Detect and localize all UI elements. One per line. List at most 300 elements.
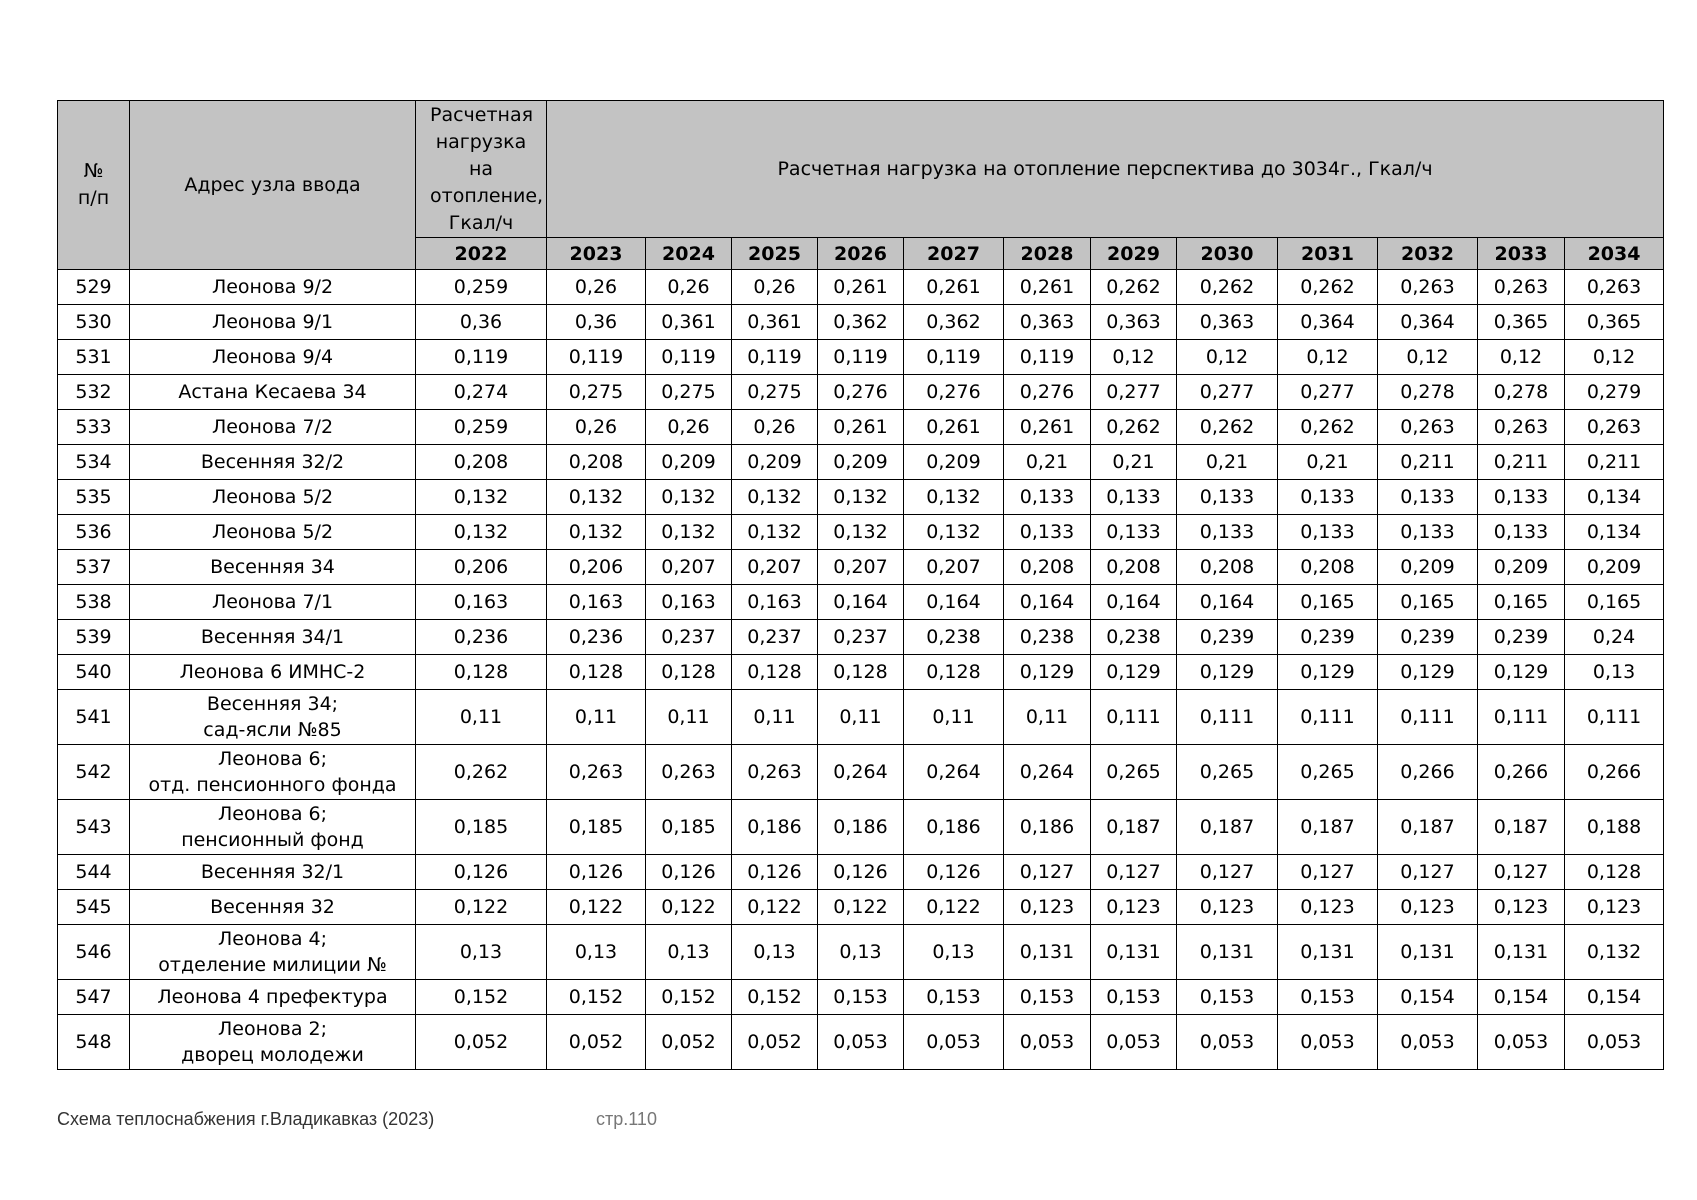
load-value-cell: 0,261: [904, 410, 1004, 445]
load-value-cell: 0,129: [1478, 655, 1565, 690]
load-value-cell: 0,052: [646, 1015, 732, 1070]
load-value-cell: 0,052: [416, 1015, 547, 1070]
load-value-cell: 0,122: [646, 890, 732, 925]
row-address: [130, 800, 416, 855]
load-value-cell: 0,133: [1478, 480, 1565, 515]
load-value-cell: 0,122: [416, 890, 547, 925]
load-value-cell: 0,265: [1091, 745, 1177, 800]
load-value-cell: 0,129: [1004, 655, 1091, 690]
load-value-cell: 0,262: [1091, 270, 1177, 305]
load-value-cell: 0,153: [904, 980, 1004, 1015]
address-line: Леонова 4;: [217, 928, 328, 950]
row-address: [130, 480, 416, 515]
load-value-cell: 0,128: [1565, 855, 1664, 890]
load-value-cell: 0,111: [1565, 690, 1664, 745]
load-value-cell: 0,24: [1565, 620, 1664, 655]
load-value-cell: 0,187: [1378, 800, 1478, 855]
load-value-cell: 0,123: [1378, 890, 1478, 925]
row-number: 536: [58, 515, 130, 550]
load-value-cell: 0,266: [1478, 745, 1565, 800]
load-value-cell: 0,053: [1478, 1015, 1565, 1070]
load-value-cell: 0,261: [1004, 410, 1091, 445]
load-value-cell: 0,239: [1278, 620, 1378, 655]
load-value-cell: 0,132: [732, 515, 818, 550]
load-value-cell: 0,262: [1278, 410, 1378, 445]
load-value-cell: 0,123: [1565, 890, 1664, 925]
table-row: [58, 410, 1664, 445]
load-value-cell: 0,053: [1177, 1015, 1278, 1070]
load-value-cell: 0,126: [646, 855, 732, 890]
table-row: [58, 925, 1664, 980]
load-value-cell: 0,133: [1091, 480, 1177, 515]
load-value-cell: 0,26: [547, 410, 646, 445]
load-value-cell: 0,206: [547, 550, 646, 585]
load-value-cell: 0,152: [732, 980, 818, 1015]
load-value-cell: 0,26: [646, 410, 732, 445]
load-value-cell: 0,126: [904, 855, 1004, 890]
table-row: [58, 855, 1664, 890]
load-value-cell: 0,238: [1091, 620, 1177, 655]
load-value-cell: 0,13: [1565, 655, 1664, 690]
load-value-cell: 0,208: [1177, 550, 1278, 585]
load-value-cell: 0,127: [1004, 855, 1091, 890]
load-value-cell: 0,11: [1004, 690, 1091, 745]
load-value-cell: 0,364: [1278, 305, 1378, 340]
load-value-cell: 0,127: [1378, 855, 1478, 890]
load-value-cell: 0,11: [416, 690, 547, 745]
load-value-cell: 0,127: [1478, 855, 1565, 890]
address-line: Весенняя 32/1: [200, 861, 345, 883]
address-line: Весенняя 32/2: [200, 451, 345, 473]
load-value-cell: 0,276: [1004, 375, 1091, 410]
header-number: № п/п: [58, 101, 130, 270]
load-value-cell: 0,361: [732, 305, 818, 340]
load-value-cell: 0,119: [1004, 340, 1091, 375]
load-value-cell: 0,262: [1177, 270, 1278, 305]
footer-title: Схема теплоснабжения г.Владикавказ (2023): [57, 1109, 435, 1129]
load-value-cell: 0,362: [818, 305, 904, 340]
address-line: Весенняя 34/1: [200, 626, 345, 648]
load-value-cell: 0,262: [1177, 410, 1278, 445]
load-value-cell: 0,132: [416, 480, 547, 515]
table-row: [58, 375, 1664, 410]
load-value-cell: 0,207: [646, 550, 732, 585]
load-value-cell: 0,26: [732, 410, 818, 445]
load-value-cell: 0,26: [732, 270, 818, 305]
load-value-cell: 0,133: [1177, 515, 1278, 550]
table-row: [58, 980, 1664, 1015]
load-value-cell: 0,278: [1378, 375, 1478, 410]
row-address: [130, 1015, 416, 1070]
load-value-cell: 0,111: [1278, 690, 1378, 745]
address-line: сад-ясли №85: [203, 719, 342, 741]
load-value-cell: 0,263: [547, 745, 646, 800]
load-value-cell: 0,185: [646, 800, 732, 855]
load-value-cell: 0,127: [1278, 855, 1378, 890]
load-value-cell: 0,053: [1004, 1015, 1091, 1070]
load-value-cell: 0,13: [416, 925, 547, 980]
load-value-cell: 0,11: [818, 690, 904, 745]
row-number: 531: [58, 340, 130, 375]
load-value-cell: 0,21: [1177, 445, 1278, 480]
load-value-cell: 0,119: [732, 340, 818, 375]
load-value-cell: 0,053: [1278, 1015, 1378, 1070]
load-value-cell: 0,132: [1565, 925, 1664, 980]
load-value-cell: 0,129: [1378, 655, 1478, 690]
load-value-cell: 0,365: [1565, 305, 1664, 340]
load-value-cell: 0,133: [1004, 515, 1091, 550]
load-value-cell: 0,261: [818, 270, 904, 305]
row-number: 540: [58, 655, 130, 690]
header-year: 2030: [1177, 238, 1278, 270]
row-number: 548: [58, 1015, 130, 1070]
load-value-cell: 0,131: [1378, 925, 1478, 980]
load-value-cell: 0,13: [818, 925, 904, 980]
load-value-cell: 0,363: [1004, 305, 1091, 340]
load-value-cell: 0,263: [646, 745, 732, 800]
load-value-cell: 0,152: [416, 980, 547, 1015]
row-number: 545: [58, 890, 130, 925]
row-address: [130, 445, 416, 480]
row-number: 537: [58, 550, 130, 585]
load-value-cell: 0,123: [1278, 890, 1378, 925]
load-value-cell: 0,363: [1091, 305, 1177, 340]
load-value-cell: 0,128: [416, 655, 547, 690]
load-value-cell: 0,126: [732, 855, 818, 890]
load-value-cell: 0,111: [1378, 690, 1478, 745]
load-value-cell: 0,131: [1091, 925, 1177, 980]
load-value-cell: 0,278: [1478, 375, 1565, 410]
load-value-cell: 0,186: [732, 800, 818, 855]
load-value-cell: 0,275: [646, 375, 732, 410]
load-value-cell: 0,128: [818, 655, 904, 690]
table-row: [58, 655, 1664, 690]
load-value-cell: 0,208: [1278, 550, 1378, 585]
load-value-cell: 0,364: [1378, 305, 1478, 340]
row-number: 544: [58, 855, 130, 890]
load-value-cell: 0,262: [1091, 410, 1177, 445]
load-value-cell: 0,276: [904, 375, 1004, 410]
load-value-cell: 0,188: [1565, 800, 1664, 855]
load-value-cell: 0,053: [1091, 1015, 1177, 1070]
load-value-cell: 0,186: [818, 800, 904, 855]
address-line: Весенняя 34;: [206, 693, 339, 715]
address-line: Леонова 9/2: [211, 276, 334, 298]
load-value-cell: 0,111: [1091, 690, 1177, 745]
load-value-cell: 0,165: [1565, 585, 1664, 620]
row-number: 543: [58, 800, 130, 855]
load-value-cell: 0,279: [1565, 375, 1664, 410]
load-value-cell: 0,122: [732, 890, 818, 925]
load-value-cell: 0,237: [732, 620, 818, 655]
load-value-cell: 0,154: [1478, 980, 1565, 1015]
load-value-cell: 0,153: [1278, 980, 1378, 1015]
load-value-cell: 0,132: [818, 480, 904, 515]
row-number: 532: [58, 375, 130, 410]
row-number: 534: [58, 445, 130, 480]
load-value-cell: 0,132: [904, 480, 1004, 515]
address-line: Леонова 5/2: [211, 521, 334, 543]
load-value-cell: 0,131: [1278, 925, 1378, 980]
load-value-cell: 0,164: [1091, 585, 1177, 620]
load-value-cell: 0,127: [1091, 855, 1177, 890]
address-line: Астана Кесаева 34: [178, 381, 367, 403]
table-row: [58, 620, 1664, 655]
address-line: Весенняя 34: [210, 556, 335, 578]
load-value-cell: 0,236: [547, 620, 646, 655]
header-year: 2026: [818, 238, 904, 270]
load-value-cell: 0,134: [1565, 515, 1664, 550]
address-line: Леонова 5/2: [211, 486, 334, 508]
row-address: [130, 515, 416, 550]
load-value-cell: 0,119: [547, 340, 646, 375]
row-address: [130, 305, 416, 340]
load-value-cell: 0,211: [1565, 445, 1664, 480]
load-value-cell: 0,264: [904, 745, 1004, 800]
load-value-cell: 0,123: [1478, 890, 1565, 925]
load-value-cell: 0,154: [1565, 980, 1664, 1015]
load-value-cell: 0,209: [732, 445, 818, 480]
load-value-cell: 0,119: [416, 340, 547, 375]
header-address: Адрес узла ввода: [130, 101, 416, 270]
header-outlook: Расчетная нагрузка на отопление перспектива до 3034г., Гкал/ч: [547, 101, 1664, 238]
load-value-cell: 0,133: [1091, 515, 1177, 550]
load-value-cell: 0,133: [1478, 515, 1565, 550]
load-value-cell: 0,128: [547, 655, 646, 690]
load-value-cell: 0,127: [1177, 855, 1278, 890]
load-value-cell: 0,152: [646, 980, 732, 1015]
table-row: [58, 800, 1664, 855]
row-address: [130, 855, 416, 890]
load-value-cell: 0,26: [547, 270, 646, 305]
load-value-cell: 0,12: [1565, 340, 1664, 375]
table-row: [58, 305, 1664, 340]
load-value-cell: 0,263: [1478, 410, 1565, 445]
header-year: 2031: [1278, 238, 1378, 270]
load-value-cell: 0,209: [1565, 550, 1664, 585]
load-value-cell: 0,132: [416, 515, 547, 550]
load-value-cell: 0,238: [904, 620, 1004, 655]
load-value-cell: 0,122: [818, 890, 904, 925]
address-line: Леонова 4 префектура: [157, 986, 388, 1008]
load-value-cell: 0,264: [818, 745, 904, 800]
load-value-cell: 0,187: [1091, 800, 1177, 855]
load-value-cell: 0,21: [1091, 445, 1177, 480]
load-value-cell: 0,053: [1378, 1015, 1478, 1070]
row-number: 547: [58, 980, 130, 1015]
load-value-cell: 0,262: [1278, 270, 1378, 305]
header-year: 2034: [1565, 238, 1664, 270]
load-value-cell: 0,122: [547, 890, 646, 925]
load-value-cell: 0,239: [1378, 620, 1478, 655]
load-value-cell: 0,21: [1004, 445, 1091, 480]
row-number: 533: [58, 410, 130, 445]
load-value-cell: 0,052: [547, 1015, 646, 1070]
load-value-cell: 0,185: [416, 800, 547, 855]
load-value-cell: 0,362: [904, 305, 1004, 340]
load-value-cell: 0,111: [1177, 690, 1278, 745]
load-value-cell: 0,277: [1091, 375, 1177, 410]
load-value-cell: 0,239: [1478, 620, 1565, 655]
load-value-cell: 0,163: [416, 585, 547, 620]
load-value-cell: 0,163: [547, 585, 646, 620]
table-row: [58, 890, 1664, 925]
load-value-cell: 0,263: [1565, 270, 1664, 305]
load-value-cell: 0,186: [904, 800, 1004, 855]
address-line: Леонова 2;: [217, 1018, 328, 1040]
load-value-cell: 0,209: [1378, 550, 1478, 585]
header-year-2022: 2022: [416, 238, 547, 270]
load-value-cell: 0,123: [1004, 890, 1091, 925]
load-value-cell: 0,129: [1091, 655, 1177, 690]
load-value-cell: 0,13: [904, 925, 1004, 980]
header-base-load: Расчетная нагрузка на отопление, Гкал/ч: [416, 101, 547, 238]
load-value-cell: 0,207: [904, 550, 1004, 585]
row-number: 529: [58, 270, 130, 305]
load-value-cell: 0,275: [732, 375, 818, 410]
load-value-cell: 0,053: [818, 1015, 904, 1070]
table-row: [58, 585, 1664, 620]
load-value-cell: 0,13: [646, 925, 732, 980]
load-value-cell: 0,131: [1004, 925, 1091, 980]
load-value-cell: 0,211: [1378, 445, 1478, 480]
load-value-cell: 0,211: [1478, 445, 1565, 480]
row-address: [130, 550, 416, 585]
load-value-cell: 0,209: [1478, 550, 1565, 585]
load-value-cell: 0,263: [1478, 270, 1565, 305]
load-value-cell: 0,123: [1091, 890, 1177, 925]
row-address: [130, 620, 416, 655]
load-value-cell: 0,236: [416, 620, 547, 655]
load-value-cell: 0,263: [1378, 410, 1478, 445]
table-row: [58, 515, 1664, 550]
load-value-cell: 0,265: [1278, 745, 1378, 800]
load-value-cell: 0,053: [1565, 1015, 1664, 1070]
load-value-cell: 0,208: [1091, 550, 1177, 585]
load-value-cell: 0,132: [818, 515, 904, 550]
load-value-cell: 0,263: [732, 745, 818, 800]
load-value-cell: 0,276: [818, 375, 904, 410]
load-value-cell: 0,132: [547, 480, 646, 515]
header-year: 2033: [1478, 238, 1565, 270]
table-row: [58, 1015, 1664, 1070]
load-value-cell: 0,187: [1478, 800, 1565, 855]
load-value-cell: 0,134: [1565, 480, 1664, 515]
row-number: 535: [58, 480, 130, 515]
address-line: отд. пенсионного фонда: [148, 774, 397, 796]
load-value-cell: 0,277: [1278, 375, 1378, 410]
row-address: [130, 890, 416, 925]
load-value-cell: 0,128: [904, 655, 1004, 690]
load-value-cell: 0,209: [904, 445, 1004, 480]
load-value-cell: 0,11: [646, 690, 732, 745]
load-value-cell: 0,131: [1478, 925, 1565, 980]
row-address: [130, 375, 416, 410]
row-number: 546: [58, 925, 130, 980]
header-year: 2025: [732, 238, 818, 270]
load-value-cell: 0,129: [1278, 655, 1378, 690]
load-value-cell: 0,12: [1091, 340, 1177, 375]
row-number: 542: [58, 745, 130, 800]
load-value-cell: 0,119: [818, 340, 904, 375]
load-value-cell: 0,238: [1004, 620, 1091, 655]
row-address: [130, 410, 416, 445]
load-value-cell: 0,126: [547, 855, 646, 890]
load-value-cell: 0,12: [1278, 340, 1378, 375]
header-year: 2023: [547, 238, 646, 270]
load-value-cell: 0,132: [547, 515, 646, 550]
load-value-cell: 0,277: [1177, 375, 1278, 410]
load-value-cell: 0,264: [1004, 745, 1091, 800]
load-value-cell: 0,363: [1177, 305, 1278, 340]
load-value-cell: 0,259: [416, 270, 547, 305]
row-address: [130, 270, 416, 305]
load-value-cell: 0,133: [1278, 480, 1378, 515]
load-value-cell: 0,13: [732, 925, 818, 980]
load-value-cell: 0,12: [1177, 340, 1278, 375]
row-number: 539: [58, 620, 130, 655]
table-row: [58, 270, 1664, 305]
load-value-cell: 0,261: [904, 270, 1004, 305]
load-value-cell: 0,165: [1478, 585, 1565, 620]
load-value-cell: 0,207: [818, 550, 904, 585]
load-value-cell: 0,164: [904, 585, 1004, 620]
row-address: [130, 655, 416, 690]
load-value-cell: 0,26: [646, 270, 732, 305]
load-value-cell: 0,12: [1378, 340, 1478, 375]
load-value-cell: 0,185: [547, 800, 646, 855]
load-value-cell: 0,164: [818, 585, 904, 620]
row-address: [130, 925, 416, 980]
load-value-cell: 0,12: [1478, 340, 1565, 375]
address-line: Леонова 6;: [217, 803, 328, 825]
load-value-cell: 0,164: [1004, 585, 1091, 620]
load-value-cell: 0,187: [1177, 800, 1278, 855]
row-address: [130, 585, 416, 620]
header-year: 2032: [1378, 238, 1478, 270]
load-value-cell: 0,208: [1004, 550, 1091, 585]
address-line: Леонова 6 ИМНС-2: [179, 661, 366, 683]
load-value-cell: 0,365: [1478, 305, 1565, 340]
load-value-cell: 0,164: [1177, 585, 1278, 620]
load-value-cell: 0,133: [1177, 480, 1278, 515]
load-value-cell: 0,237: [818, 620, 904, 655]
load-value-cell: 0,208: [416, 445, 547, 480]
heat-load-table: [57, 100, 1664, 1070]
load-value-cell: 0,361: [646, 305, 732, 340]
load-value-cell: 0,133: [1004, 480, 1091, 515]
table-row: [58, 550, 1664, 585]
load-value-cell: 0,165: [1378, 585, 1478, 620]
header-year: 2024: [646, 238, 732, 270]
row-address: [130, 980, 416, 1015]
page-number: стр.110: [596, 1109, 657, 1129]
load-value-cell: 0,263: [1378, 270, 1478, 305]
load-value-cell: 0,128: [732, 655, 818, 690]
load-value-cell: 0,165: [1278, 585, 1378, 620]
load-value-cell: 0,152: [547, 980, 646, 1015]
load-value-cell: 0,154: [1378, 980, 1478, 1015]
table-row: [58, 690, 1664, 745]
table-row: [58, 745, 1664, 800]
load-value-cell: 0,207: [732, 550, 818, 585]
load-value-cell: 0,266: [1378, 745, 1478, 800]
load-value-cell: 0,163: [732, 585, 818, 620]
load-value-cell: 0,133: [1378, 515, 1478, 550]
load-value-cell: 0,126: [818, 855, 904, 890]
header-year: 2028: [1004, 238, 1091, 270]
load-value-cell: 0,122: [904, 890, 1004, 925]
